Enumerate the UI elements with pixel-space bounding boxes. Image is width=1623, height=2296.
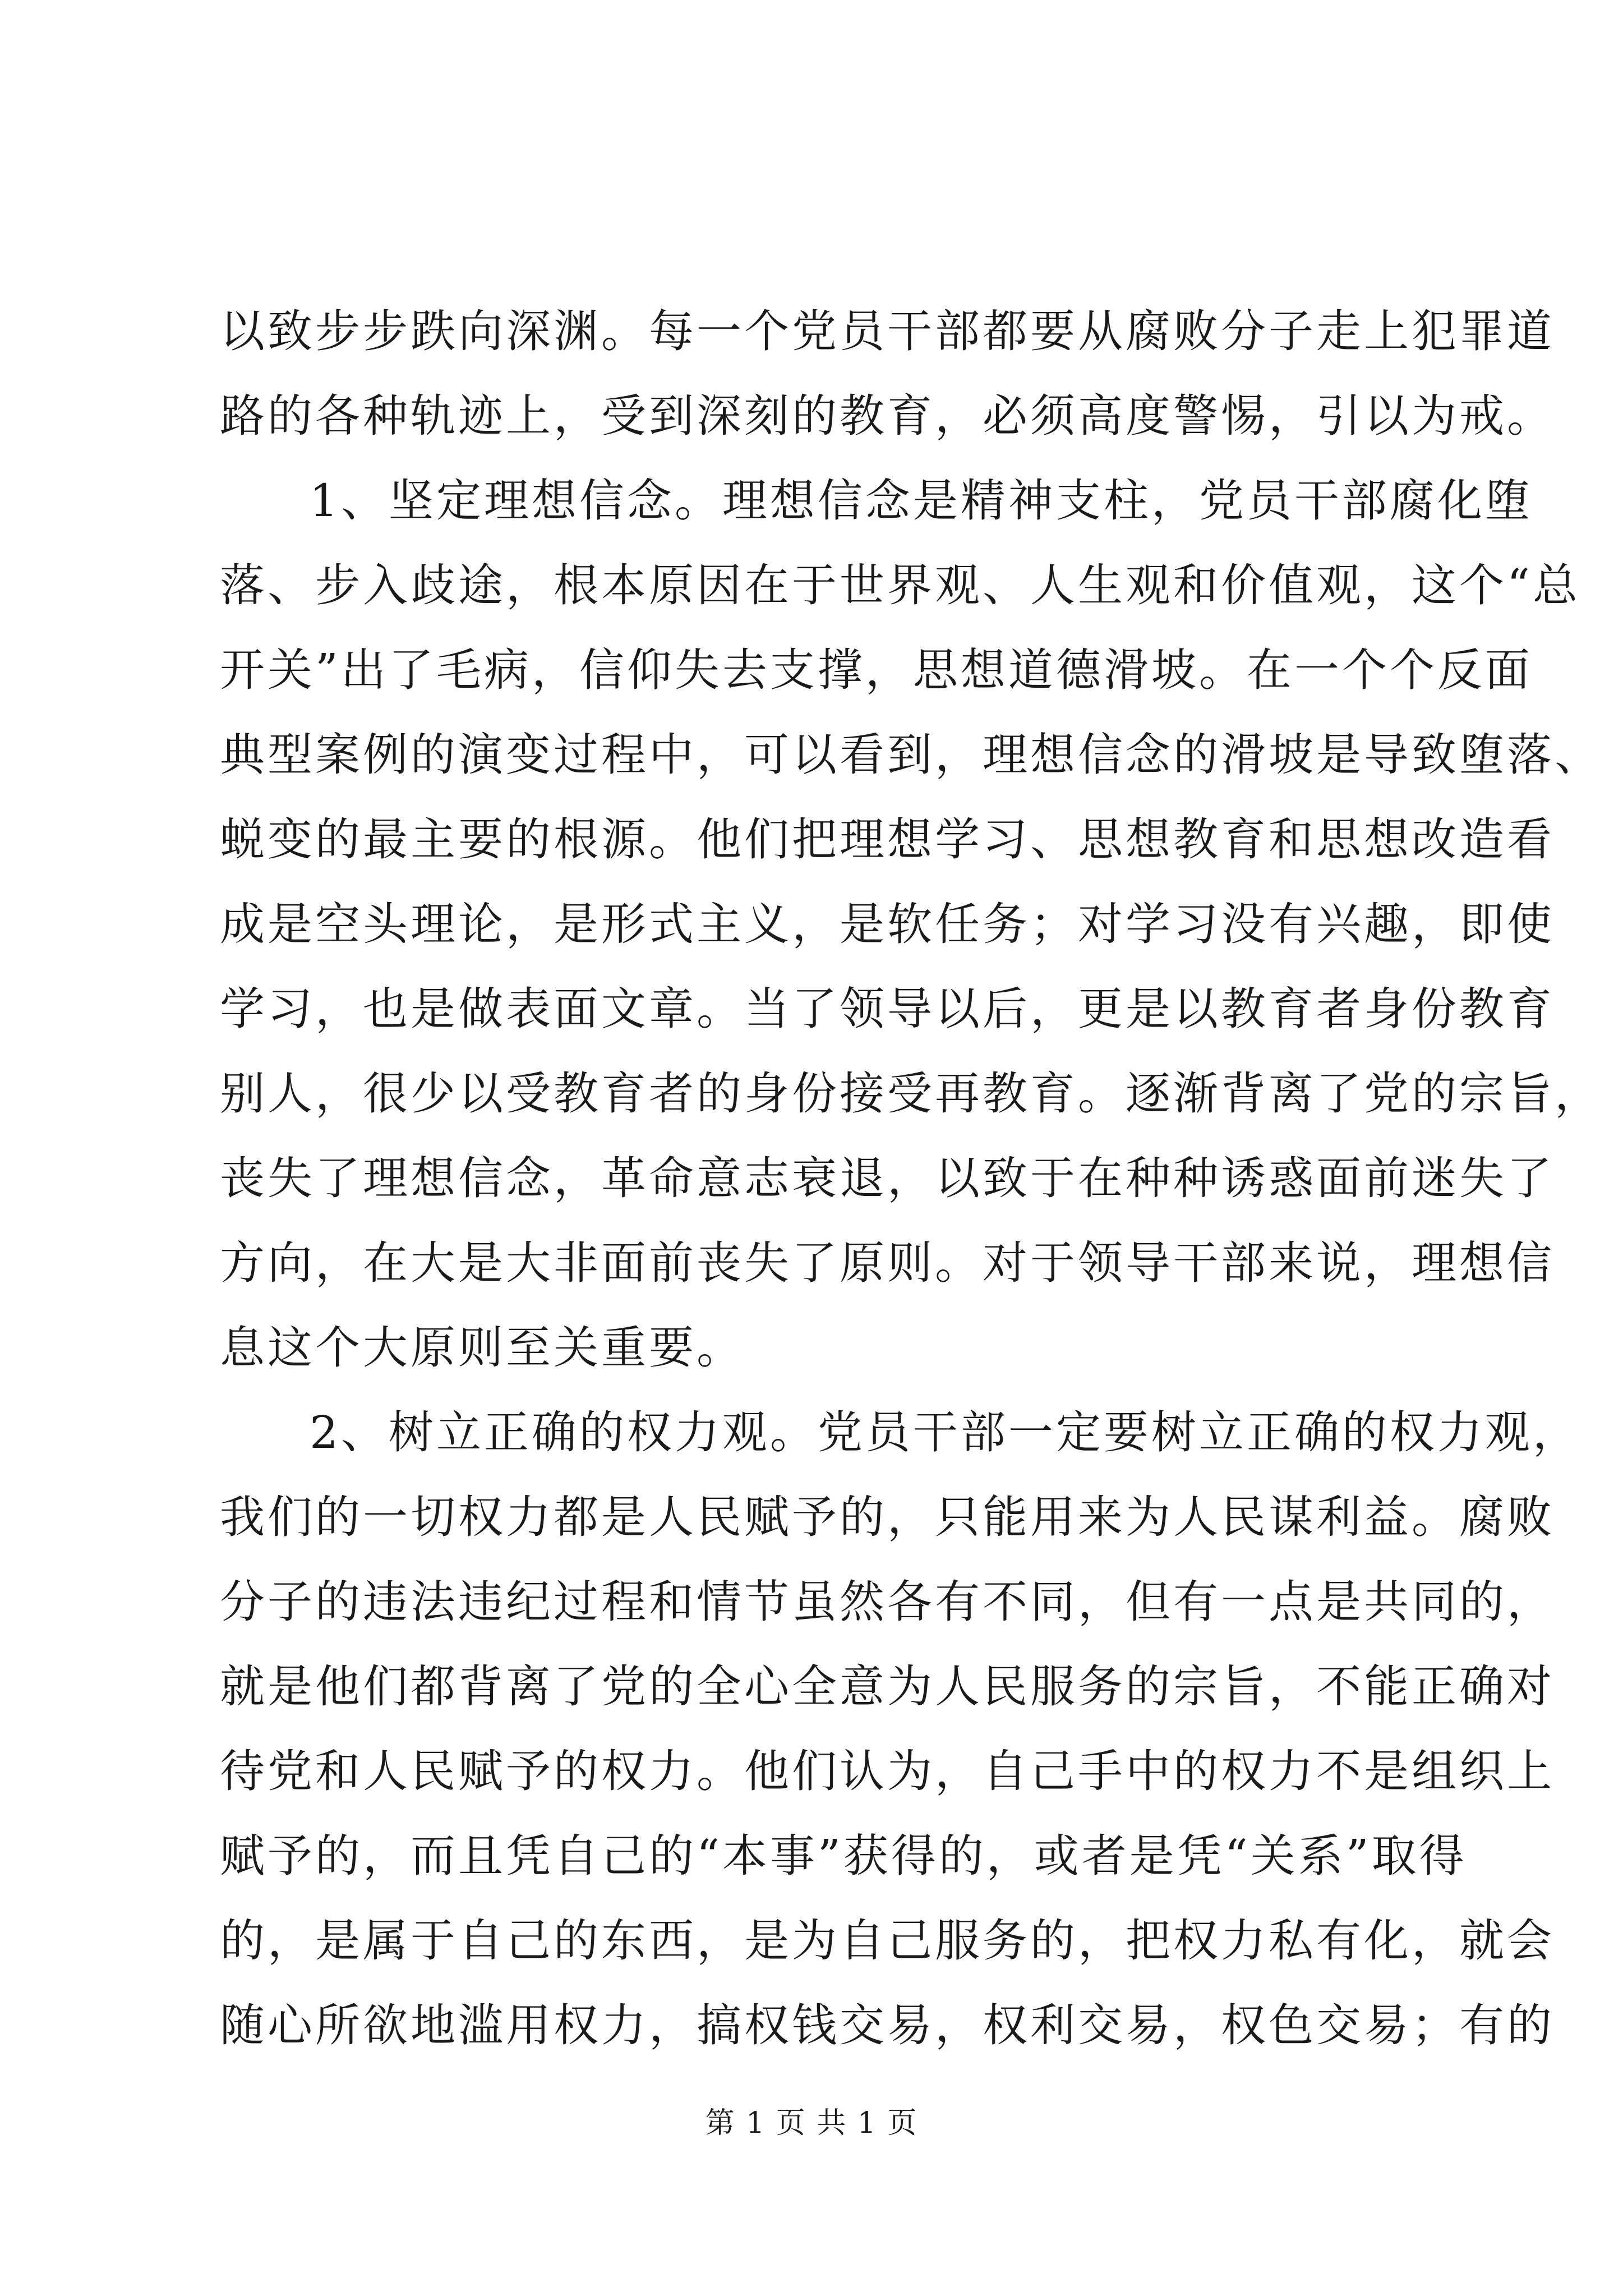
text-line: 分子的违法违纪过程和情节虽然各有不同，但有一点是共同的， bbox=[220, 1576, 1555, 1628]
paragraph-2-start: 2、树立正确的权力观。党员干部一定要树立正确的权力观， bbox=[310, 1406, 1580, 1458]
text-line: 的，是属于自己的东西，是为自己服务的，把权力私有化，就会 bbox=[220, 1915, 1555, 1967]
text-line: 我们的一切权力都是人民赋予的，只能用来为人民谋利益。腐败 bbox=[220, 1491, 1555, 1543]
body-text bbox=[220, 289, 1602, 2068]
text-line: 路的各种轨迹上，受到深刻的教育，必须高度警惕，引以为戒。 bbox=[220, 390, 1555, 442]
text-line: 待党和人民赋予的权力。他们认为，自己手中的权力不是组织上 bbox=[220, 1745, 1555, 1797]
text-line: 随心所欲地滥用权力，搞权钱交易，权利交易，权色交易；有的 bbox=[220, 1999, 1555, 2051]
text-line: 以致步步跌向深渊。每一个党员干部都要从腐败分子走上犯罪道 bbox=[220, 305, 1555, 357]
text-line: 开关”出了毛病，信仰失去支撑，思想道德滑坡。在一个个反面 bbox=[220, 644, 1533, 696]
page-footer bbox=[0, 2104, 1623, 2143]
text-line: 息这个大原则至关重要。 bbox=[220, 1322, 744, 1374]
text-line: 学习，也是做表面文章。当了领导以后，更是以教育者身份教育 bbox=[220, 983, 1555, 1035]
text-line: 丧失了理想信念，革命意志衰退，以致于在种种诱惑面前迷失了 bbox=[220, 1152, 1555, 1204]
text-line: 典型案例的演变过程中，可以看到，理想信念的滑坡是导致堕落、 bbox=[220, 729, 1602, 781]
paragraph-1-start: 1、坚定理想信念。理想信念是精神支柱，党员干部腐化堕 bbox=[310, 475, 1533, 527]
text-line: 落、步入歧途，根本原因在于世界观、人生观和价值观，这个“总 bbox=[220, 559, 1580, 611]
text-line: 方向，在大是大非面前丧失了原则。对于领导干部来说，理想信 bbox=[220, 1237, 1555, 1289]
text-line: 就是他们都背离了党的全心全意为人民服务的宗旨，不能正确对 bbox=[220, 1660, 1555, 1713]
text-line: 赋予的，而且凭自己的“本事”获得的，或者是凭“关系”取得 bbox=[220, 1830, 1467, 1882]
page-number: 第 1 页 共 1 页 bbox=[705, 2106, 918, 2140]
text-line: 成是空头理论，是形式主义，是软任务；对学习没有兴趣，即使 bbox=[220, 898, 1555, 950]
text-line: 蜕变的最主要的根源。他们把理想学习、思想教育和思想改造看 bbox=[220, 813, 1555, 866]
text-line: 别人，很少以受教育者的身份接受再教育。逐渐背离了党的宗旨， bbox=[220, 1068, 1602, 1120]
